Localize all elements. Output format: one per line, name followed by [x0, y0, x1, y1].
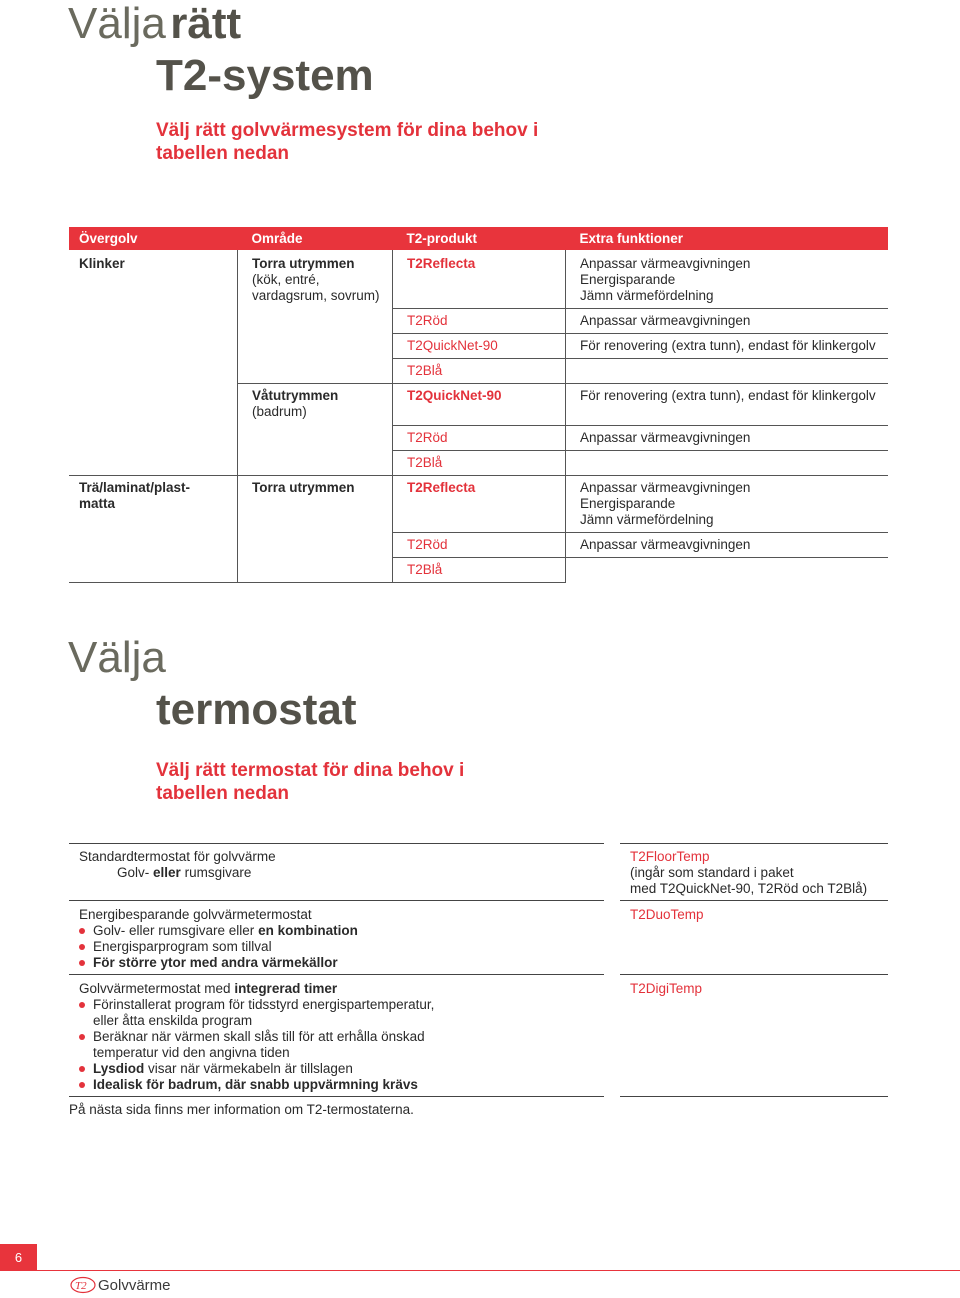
t2-logo-icon	[70, 1276, 96, 1294]
page-title-1b: T2-system	[156, 51, 374, 100]
table-row: Klinker Torra utrymmen (kök, entré, vardagsrum, sovrum) T2Reflecta Anpassar värmeavgivningen Energisparande Jämn värmefördelning	[69, 250, 888, 309]
table-row: Trä/laminat/plast- matta Torra utrymmen T2Reflecta Anpassar värmeavgivningen Energisparande Jämn värmefördelning	[69, 476, 888, 533]
thermostat-row-1: Standardtermostat för golvvärme Golv- eller rumsgivare	[79, 849, 276, 880]
divider	[620, 1096, 888, 1097]
footer-line	[37, 1270, 960, 1271]
list-item: Golv- eller rumsgivare eller en kombination	[41, 923, 609, 939]
page-title-2b: termostat	[156, 685, 357, 734]
page-number: 6	[0, 1244, 37, 1271]
table-row: T2Röd Anpassar värmeavgivningen	[69, 309, 888, 334]
divider	[620, 843, 888, 844]
system-table	[69, 227, 888, 583]
page-title-2: Välja	[68, 633, 166, 682]
subtitle-1: Välj rätt golvvärmesystem för dina behov i tabellen nedan	[156, 120, 539, 164]
table-row: T2Blå	[69, 451, 888, 476]
divider	[69, 1096, 604, 1097]
page-title-1	[68, 0, 241, 48]
title-bold: rätt	[170, 0, 242, 48]
brand-name: Golvvärme	[98, 1277, 171, 1294]
list-item: Lysdiod visar när värmekabeln är tillslagen	[41, 1061, 609, 1077]
thermostat-product-2: T2DuoTemp	[630, 907, 704, 922]
thermostat-row-2: Energibesparande golvvärmetermostat Golv- eller rumsgivare eller en kombination Energisparprogram som tillval För större ytor med andra värmekällor	[79, 907, 609, 971]
list-item: Förinstallerat program för tidsstyrd energispartemperatur,	[41, 997, 609, 1013]
divider	[620, 900, 888, 901]
table-row: T2Röd Anpassar värmeavgivningen	[69, 426, 888, 451]
list-item: Energisparprogram som tillval	[41, 939, 609, 955]
divider	[620, 974, 888, 975]
table-row: T2Blå	[69, 558, 888, 583]
thermostat-product-3: T2DigiTemp	[630, 981, 703, 996]
title-light: Välja	[68, 0, 166, 48]
thermostat-product-1: T2FloorTemp (ingår som standard i paket med T2QuickNet-90, T2Röd och T2Blå)	[630, 849, 868, 896]
table-row: T2QuickNet-90 För renovering (extra tunn), endast för klinkergolv	[69, 334, 888, 359]
divider	[69, 843, 604, 844]
svg-text:T2: T2	[75, 1280, 87, 1292]
divider	[69, 974, 604, 975]
footnote: På nästa sida finns mer information om T2-termostaterna.	[69, 1102, 414, 1117]
list-item: Beräknar när värmen skall slås till för att erhålla önskad	[41, 1029, 609, 1045]
table-row: Våtutrymmen (badrum) T2QuickNet-90 För renovering (extra tunn), endast för klinkergolv	[69, 384, 888, 426]
table-row: T2Röd Anpassar värmeavgivningen	[69, 533, 888, 558]
divider	[69, 900, 604, 901]
list-item: För större ytor med andra värmekällor	[41, 955, 609, 971]
table-row: T2Blå	[69, 359, 888, 384]
thermostat-row-3: Golvvärmetermostat med integrerad timer Förinstallerat program för tidsstyrd energispartemperatur, eller åtta enskilda program Beräknar när värmen skall slås till för att erhålla önskad temperatur vid den angivna tiden Lysdiod visar när värmekabeln är tillslagen Idealisk för badrum, där snabb uppvärmning krävs	[79, 981, 609, 1093]
subtitle-2: Välj rätt termostat för dina behov i tabellen nedan	[156, 760, 465, 804]
list-item: Idealisk för badrum, där snabb uppvärmning krävs	[41, 1077, 609, 1093]
table-header: Övergolv Område T2-produkt Extra funktioner	[69, 227, 888, 250]
